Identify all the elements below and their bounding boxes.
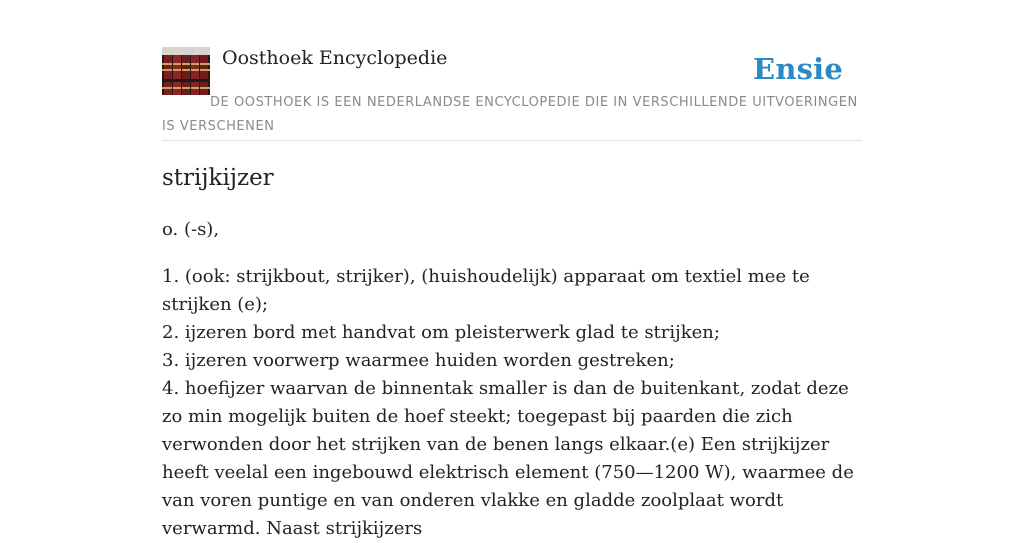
definition-line: 2. ijzeren bord met handvat om pleisterwerk glad te strijken; [162,322,720,343]
definition-line: 3. ijzeren voorwerp waarmee huiden worden gestreken; [162,350,675,371]
site-title[interactable]: Oosthoek Encyclopedie [222,47,448,69]
entry-title: strijkijzer [162,165,274,191]
entry-content [162,160,857,543]
entry-grammar: o. (-s), [162,219,220,240]
definition-line: 4. hoefijzer waarvan de binnentak smaller is dan de buitenkant, zodat deze zo min mogelijk buiten de hoef steekt; toegepast bij paarden die zich verwonden door het strijken van de benen langs elkaar.(e) Een strijkijzer heeft veelal een ingebouwd elektrisch element (750—1200 W), waarmee de van voren puntige en van onderen vlakke en gladde zoolplaat wordt verwarmd. Naast strijkijzers [162,378,854,539]
brand-logo[interactable]: Ensie [753,52,843,86]
definition-line: 1. (ook: strijkbout, strijker), (huishoudelijk) apparaat om textiel mee te strijken (e); [162,266,810,315]
site-tagline: DE OOSTHOEK IS EEN NEDERLANDSE ENCYCLOPEDIE DIE IN VERSCHILLENDE UITVOERINGEN IS VERSCHENEN [162,95,858,134]
book-spines-avatar[interactable] [162,47,210,95]
site-header [162,46,862,141]
entry-definition [162,263,857,543]
